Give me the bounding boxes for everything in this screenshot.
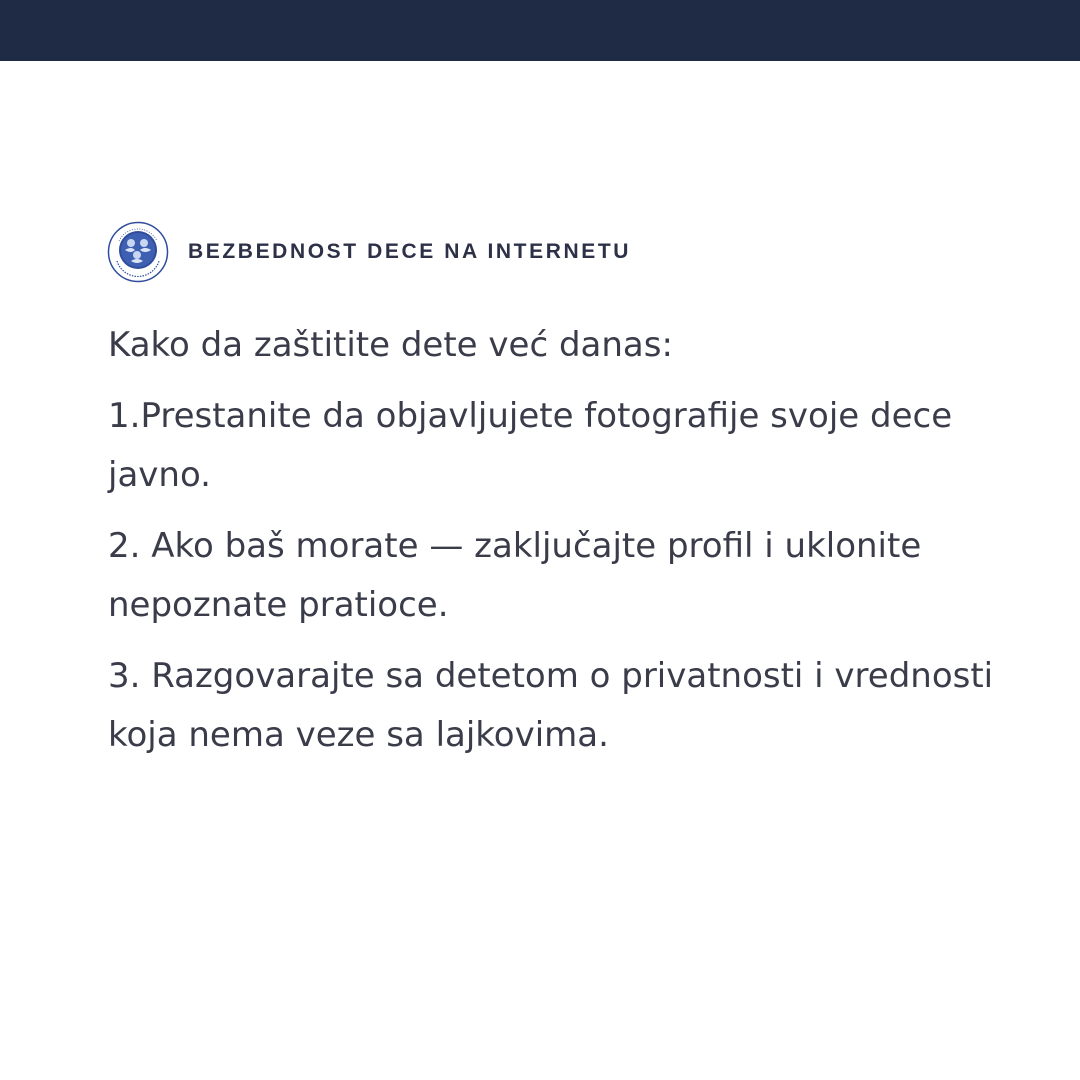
brand-title: BEZBEDNOST DECE NA INTERNETU bbox=[188, 240, 632, 263]
list-item: 3. Razgovarajte sa detetom o privatnosti i vrednosti koja nema veze sa lajkovima. bbox=[108, 656, 994, 755]
article-body bbox=[108, 316, 1028, 777]
brand-header bbox=[107, 222, 631, 282]
safety-smarty-online-logo bbox=[107, 221, 169, 283]
list-item: 2. Ako baš morate — zaključajte profil i uklonite nepoznate pratioce. bbox=[108, 526, 922, 625]
list-item: 1.Prestanite da objavljujete fotografije svoje dece javno. bbox=[108, 396, 953, 495]
intro-text: Kako da zaštitite dete već danas: bbox=[108, 325, 673, 365]
top-bar bbox=[0, 0, 1080, 61]
